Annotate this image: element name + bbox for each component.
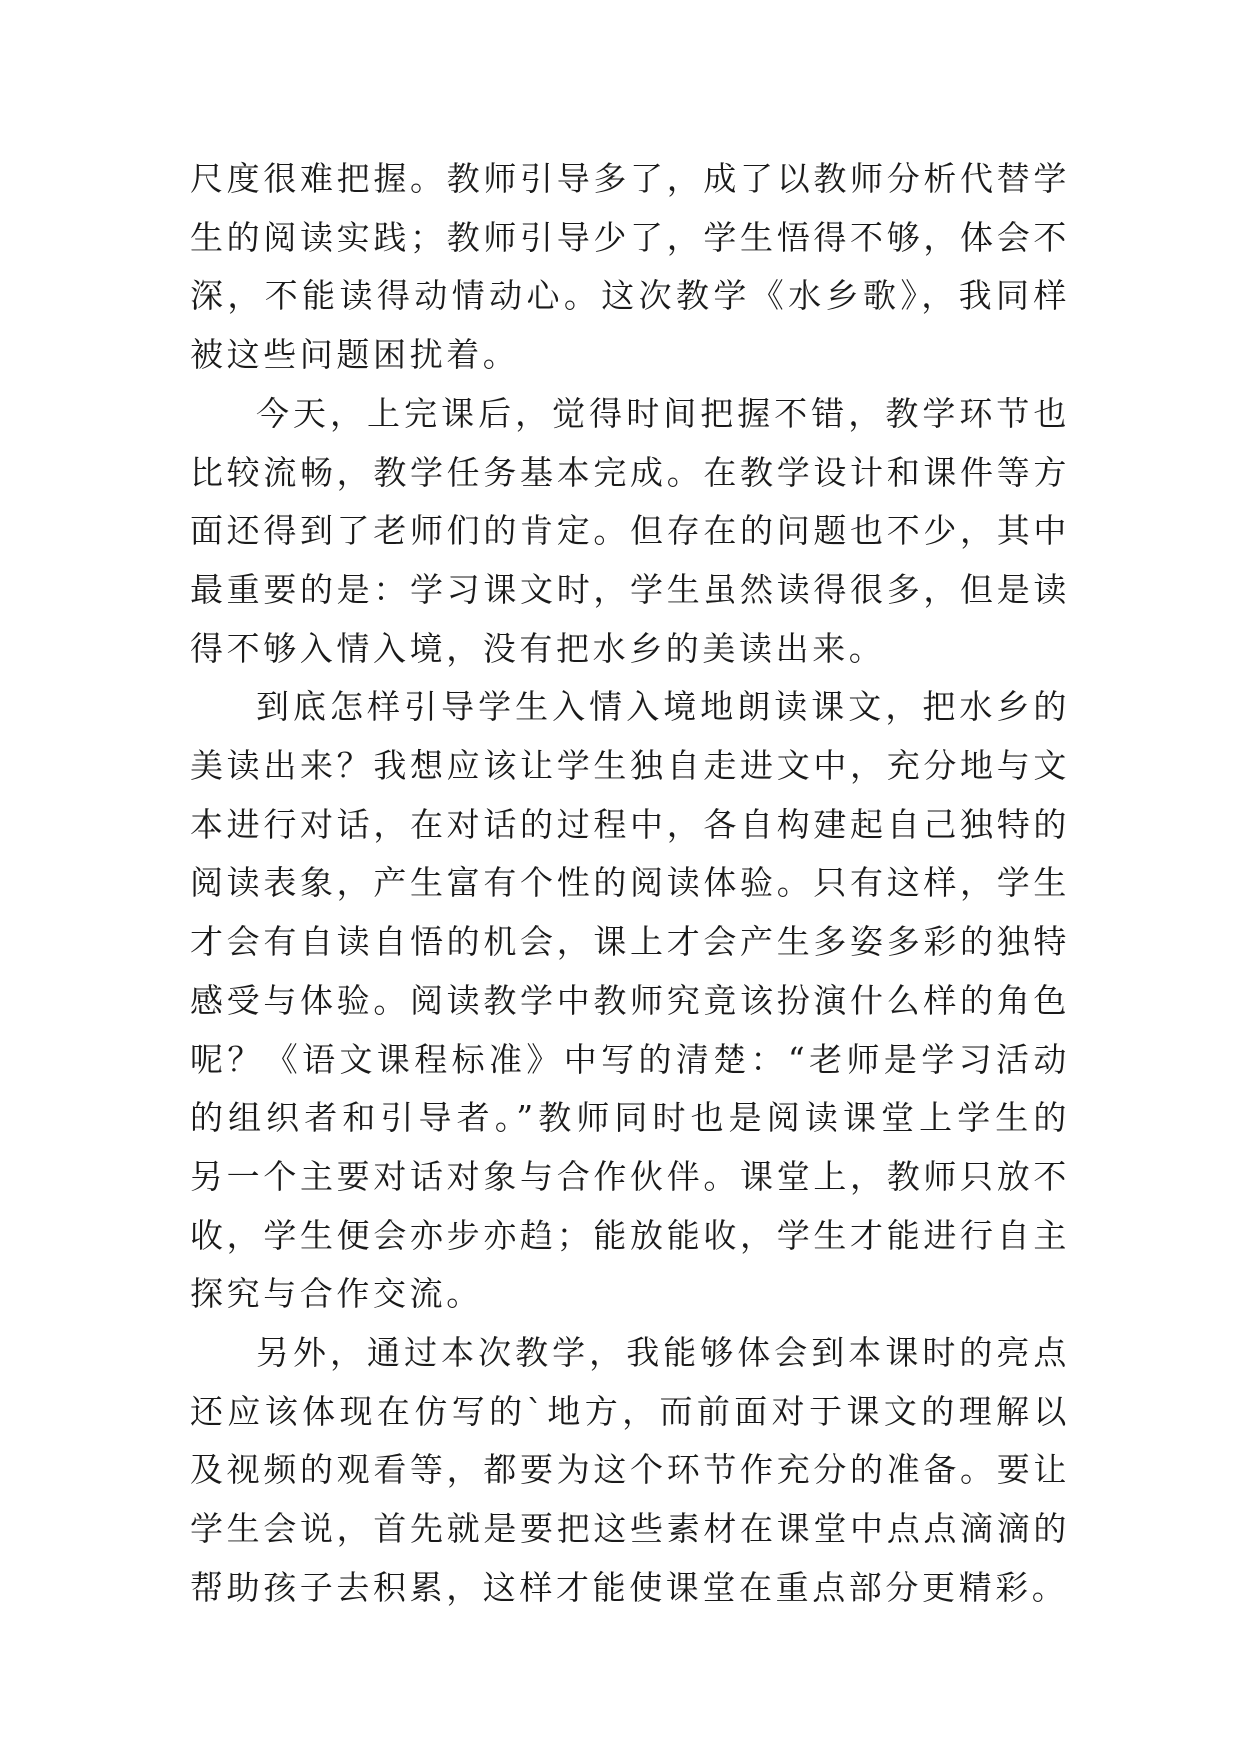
paragraph-1: 尺度很难把握。教师引导多了，成了以教师分析代替学生的阅读实践；教师引导少了，学生悟得不够，体会不深，不能读得动情动心。这次教学《水乡歌》，我同样被这些问题困扰着。 xyxy=(190,159,1070,375)
paragraph-4: 另外，通过本次教学，我能够体会到本课时的亮点还应该体现在仿写的`地方，而前面对于课文的理解以及视频的观看等，都要为这个环节作充分的准备。要让学生会说，首先就是要把这些素材在课堂中点点滴滴的帮助孩子去积累，这样才能使课堂在重点部分更精彩。 xyxy=(190,1333,1070,1607)
paragraph-3: 到底怎样引导学生入情入境地朗读课文，把水乡的美读出来？我想应该让学生独自走进文中，充分地与文本进行对话，在对话的过程中，各自构建起自己独特的阅读表象，产生富有个性的阅读体验。只有这样，学生才会有自读自悟的机会，课上才会产生多姿多彩的独特感受与体验。阅读教学中教师究竟该扮演什么样的角色呢？《语文课程标准》中写的清楚：“老师是学习活动的组织者和引导者。”教师同时也是阅读课堂上学生的另一个主要对话对象与合作伙伴。课堂上，教师只放不收，学生便会亦步亦趋；能放能收，学生才能进行自主探究与合作交流。 xyxy=(190,687,1070,1314)
paragraph-2: 今天，上完课后，觉得时间把握不错，教学环节也比较流畅，教学任务基本完成。在教学设计和课件等方面还得到了老师们的肯定。但存在的问题也不少，其中最重要的是：学习课文时，学生虽然读得很多，但是读得不够入情入境，没有把水乡的美读出来。 xyxy=(190,393,1070,668)
document-body xyxy=(190,150,1070,1618)
